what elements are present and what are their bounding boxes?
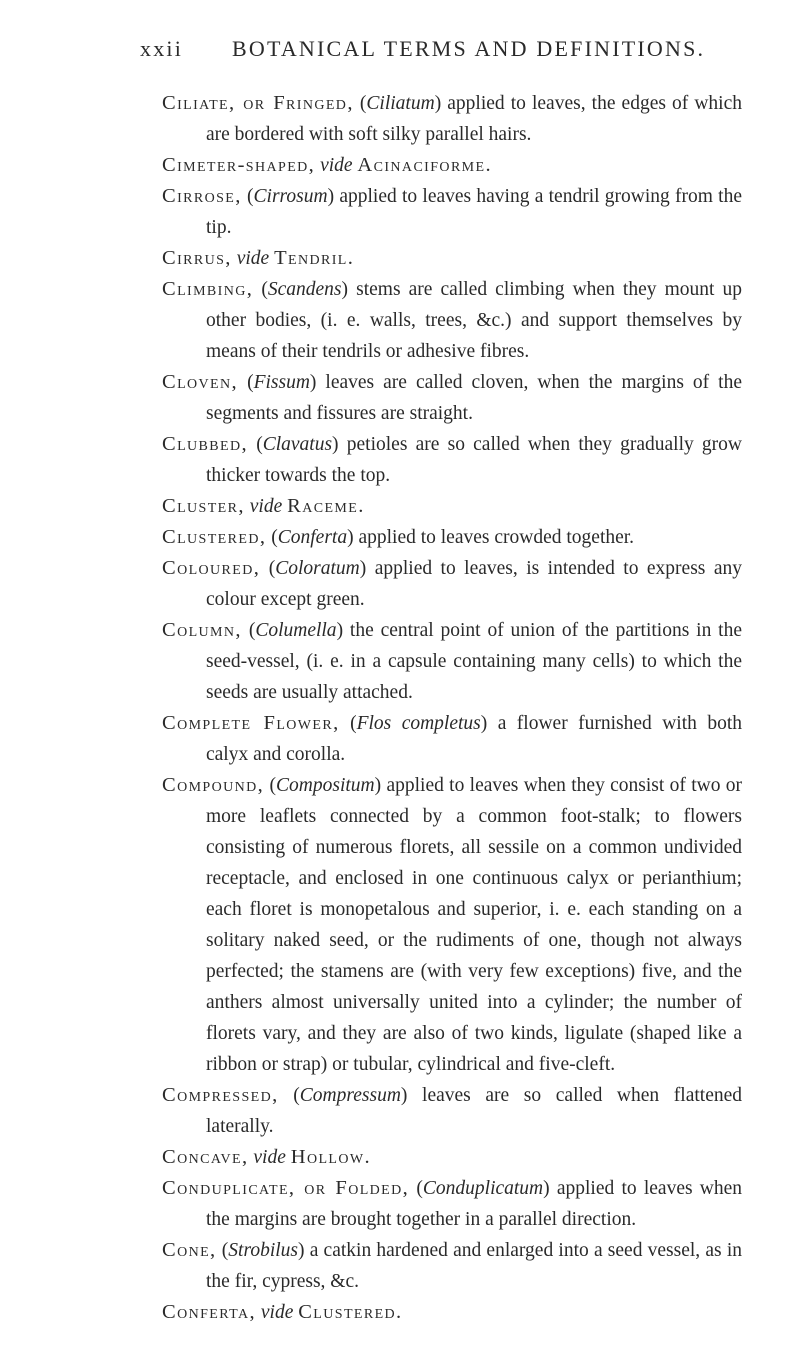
entry-term: Ciliate, or Fringed, — [162, 92, 354, 114]
page-number: xxii — [140, 36, 184, 61]
entry-definition: petioles are so called when they gradually grow thicker towards the top. — [206, 434, 743, 486]
entry-definition: stems are called climbing when they mount up other bodies, (i. e. walls, trees, &c.) and support themselves by means of their tendrils or adhesive fibres. — [206, 279, 743, 362]
entry-definition: a flower furnished with both calyx and corolla. — [206, 713, 743, 765]
glossary-entry: Cone, (Strobilus) a catkin hardened and enlarged into a seed vessel, as in the fir, cypress, &c. — [162, 1239, 742, 1292]
latin-name: Conferta — [277, 527, 348, 548]
entry-definition: applied to leaves having a tendril growing from the tip. — [206, 186, 742, 238]
glossary-entry: Conduplicate, or Folded, (Conduplicatum) applied to leaves when the margins are brought together in a parallel direction. — [162, 1177, 743, 1230]
entry-term: Coloured, — [162, 557, 261, 579]
vide-marker: vide — [320, 155, 353, 176]
cross-reference: Raceme. — [287, 495, 365, 517]
glossary-entry: Climbing, (Scandens) stems are called climbing when they mount up other bodies, (i. e. walls, trees, &c.) and support themselves by means of their tendrils or adhesive fibres. — [162, 278, 743, 362]
vide-marker: vide — [260, 1302, 294, 1323]
entry-term: Conduplicate, or Folded, — [162, 1177, 410, 1199]
entry-term: Cone, — [162, 1239, 217, 1261]
vide-marker: vide — [253, 1147, 286, 1168]
glossary-entry: Compressed, (Compressum) leaves are so called when flattened laterally. — [162, 1084, 743, 1137]
glossary-entry — [162, 1297, 742, 1328]
entry-term: Complete Flower, — [162, 712, 340, 734]
entry-definition: a catkin hardened and enlarged into a seed vessel, as in the fir, cypress, &c. — [206, 1240, 742, 1292]
entry-term: Concave, — [162, 1146, 249, 1168]
cross-reference: Acinaciforme. — [357, 154, 493, 176]
entry-term: Cirrus, — [162, 247, 232, 269]
glossary-entries — [162, 88, 742, 1328]
entry-term: Clustered, — [162, 526, 267, 548]
glossary-entry — [162, 243, 742, 274]
entry-term: Cluster, — [162, 495, 245, 517]
cross-reference: Hollow. — [290, 1146, 372, 1168]
latin-name: Ciliatum — [366, 93, 435, 114]
entry-definition: applied to leaves crowded together. — [358, 527, 635, 548]
cross-reference: Tendril. — [274, 247, 355, 269]
vide-marker: vide — [249, 496, 283, 517]
running-title: BOTANICAL TERMS AND DEFINITIONS. — [232, 36, 706, 61]
entry-definition: applied to leaves, the edges of which are bordered with soft silky parallel hairs. — [206, 93, 742, 145]
latin-name: Compressum — [299, 1085, 401, 1106]
glossary-entry — [162, 1142, 742, 1173]
entry-term: Cloven, — [162, 371, 239, 393]
entry-term: Cimeter-shaped, — [162, 154, 316, 176]
entry-term: Column, — [162, 619, 242, 641]
entry-term: Compressed, — [162, 1084, 279, 1106]
latin-name: Conduplicatum — [422, 1178, 544, 1199]
glossary-entry: Complete Flower, (Flos completus) a flower furnished with both calyx and corolla. — [162, 712, 743, 765]
entry-term: Clubbed, — [162, 433, 248, 455]
vide-marker: vide — [236, 248, 270, 269]
cross-reference: Clustered. — [298, 1301, 403, 1323]
latin-name: Compositum — [276, 775, 375, 796]
entry-term: Climbing, — [162, 278, 254, 300]
entry-definition: applied to leaves when they consist of two or more leaflets connected by a common foot-stalk; to flowers consisting of numerous florets, all sessile on a common undivided receptacle, and enclosed in one continuous calyx or perianthium; each floret is monopetalous and superior, i. e. each standing on a solitary naked seed, or the rudiments of one, though not always perfected; the stamens are (with very few exceptions) five, and the anthers almost universally united into a cylinder; the number of florets vary, and they are also of two kinds, ligulate (shaped like a ribbon or strap) or tubular, cylindrical and five-cleft. — [206, 775, 743, 1075]
entry-term: Cirrose, — [162, 185, 242, 207]
entry-definition: leaves are so called when flattened laterally. — [206, 1085, 743, 1137]
entry-definition: applied to leaves when the margins are brought together in a parallel direction. — [206, 1178, 743, 1230]
latin-name: Clavatus — [262, 434, 333, 455]
entry-term: Compound, — [162, 774, 265, 796]
latin-name: Fissum — [253, 372, 310, 393]
glossary-entry: Column, (Columella) the central point of union of the partitions in the seed-vessel, (i. e. in a capsule containing many cells) to which the seeds are usually attached. — [162, 619, 742, 703]
latin-name: Scandens — [267, 279, 342, 300]
latin-name: Cirrosum — [253, 186, 328, 207]
glossary-entry — [162, 491, 742, 522]
glossary-entry: Clustered, (Conferta) applied to leaves crowded together. — [162, 526, 635, 548]
latin-name: Flos completus — [356, 713, 481, 734]
glossary-entry — [162, 150, 742, 181]
entry-definition: applied to leaves, is intended to express any colour except green. — [206, 558, 742, 610]
latin-name: Strobilus — [228, 1240, 298, 1261]
glossary-entry: Coloured, (Coloratum) applied to leaves, is intended to express any colour except green. — [162, 557, 742, 610]
glossary-entry: Clubbed, (Clavatus) petioles are so called when they gradually grow thicker towards the top. — [162, 433, 743, 486]
latin-name: Coloratum — [275, 558, 360, 579]
entry-definition: leaves are called cloven, when the margins of the segments and fissures are straight. — [206, 372, 743, 424]
glossary-entry: Cloven, (Fissum) leaves are called cloven, when the margins of the segments and fissures are straight. — [162, 371, 743, 424]
entry-definition: the central point of union of the partitions in the seed-vessel, (i. e. in a capsule containing many cells) to which the seeds are usually attached. — [206, 620, 742, 703]
glossary-entry: Compound, (Compositum) applied to leaves when they consist of two or more leaflets connected by a common foot-stalk; to flowers consisting of numerous florets, all sessile on a common undivided receptacle, and enclosed in one continuous calyx or perianthium; each floret is monopetalous and superior, i. e. each standing on a solitary naked seed, or the rudiments of one, though not always perfected; the stamens are (with very few exceptions) five, and the anthers almost universally united into a cylinder; the number of florets vary, and they are also of two kinds, ligulate (shaped like a ribbon or strap) or tubular, cylindrical and five-cleft. — [162, 774, 743, 1075]
glossary-entry: Cirrose, (Cirrosum) applied to leaves having a tendril growing from the tip. — [162, 185, 742, 238]
entry-term: Conferta, — [162, 1301, 256, 1323]
latin-name: Columella — [255, 620, 337, 641]
glossary-entry: Ciliate, or Fringed, (Ciliatum) applied to leaves, the edges of which are bordered with soft silky parallel hairs. — [162, 92, 742, 145]
